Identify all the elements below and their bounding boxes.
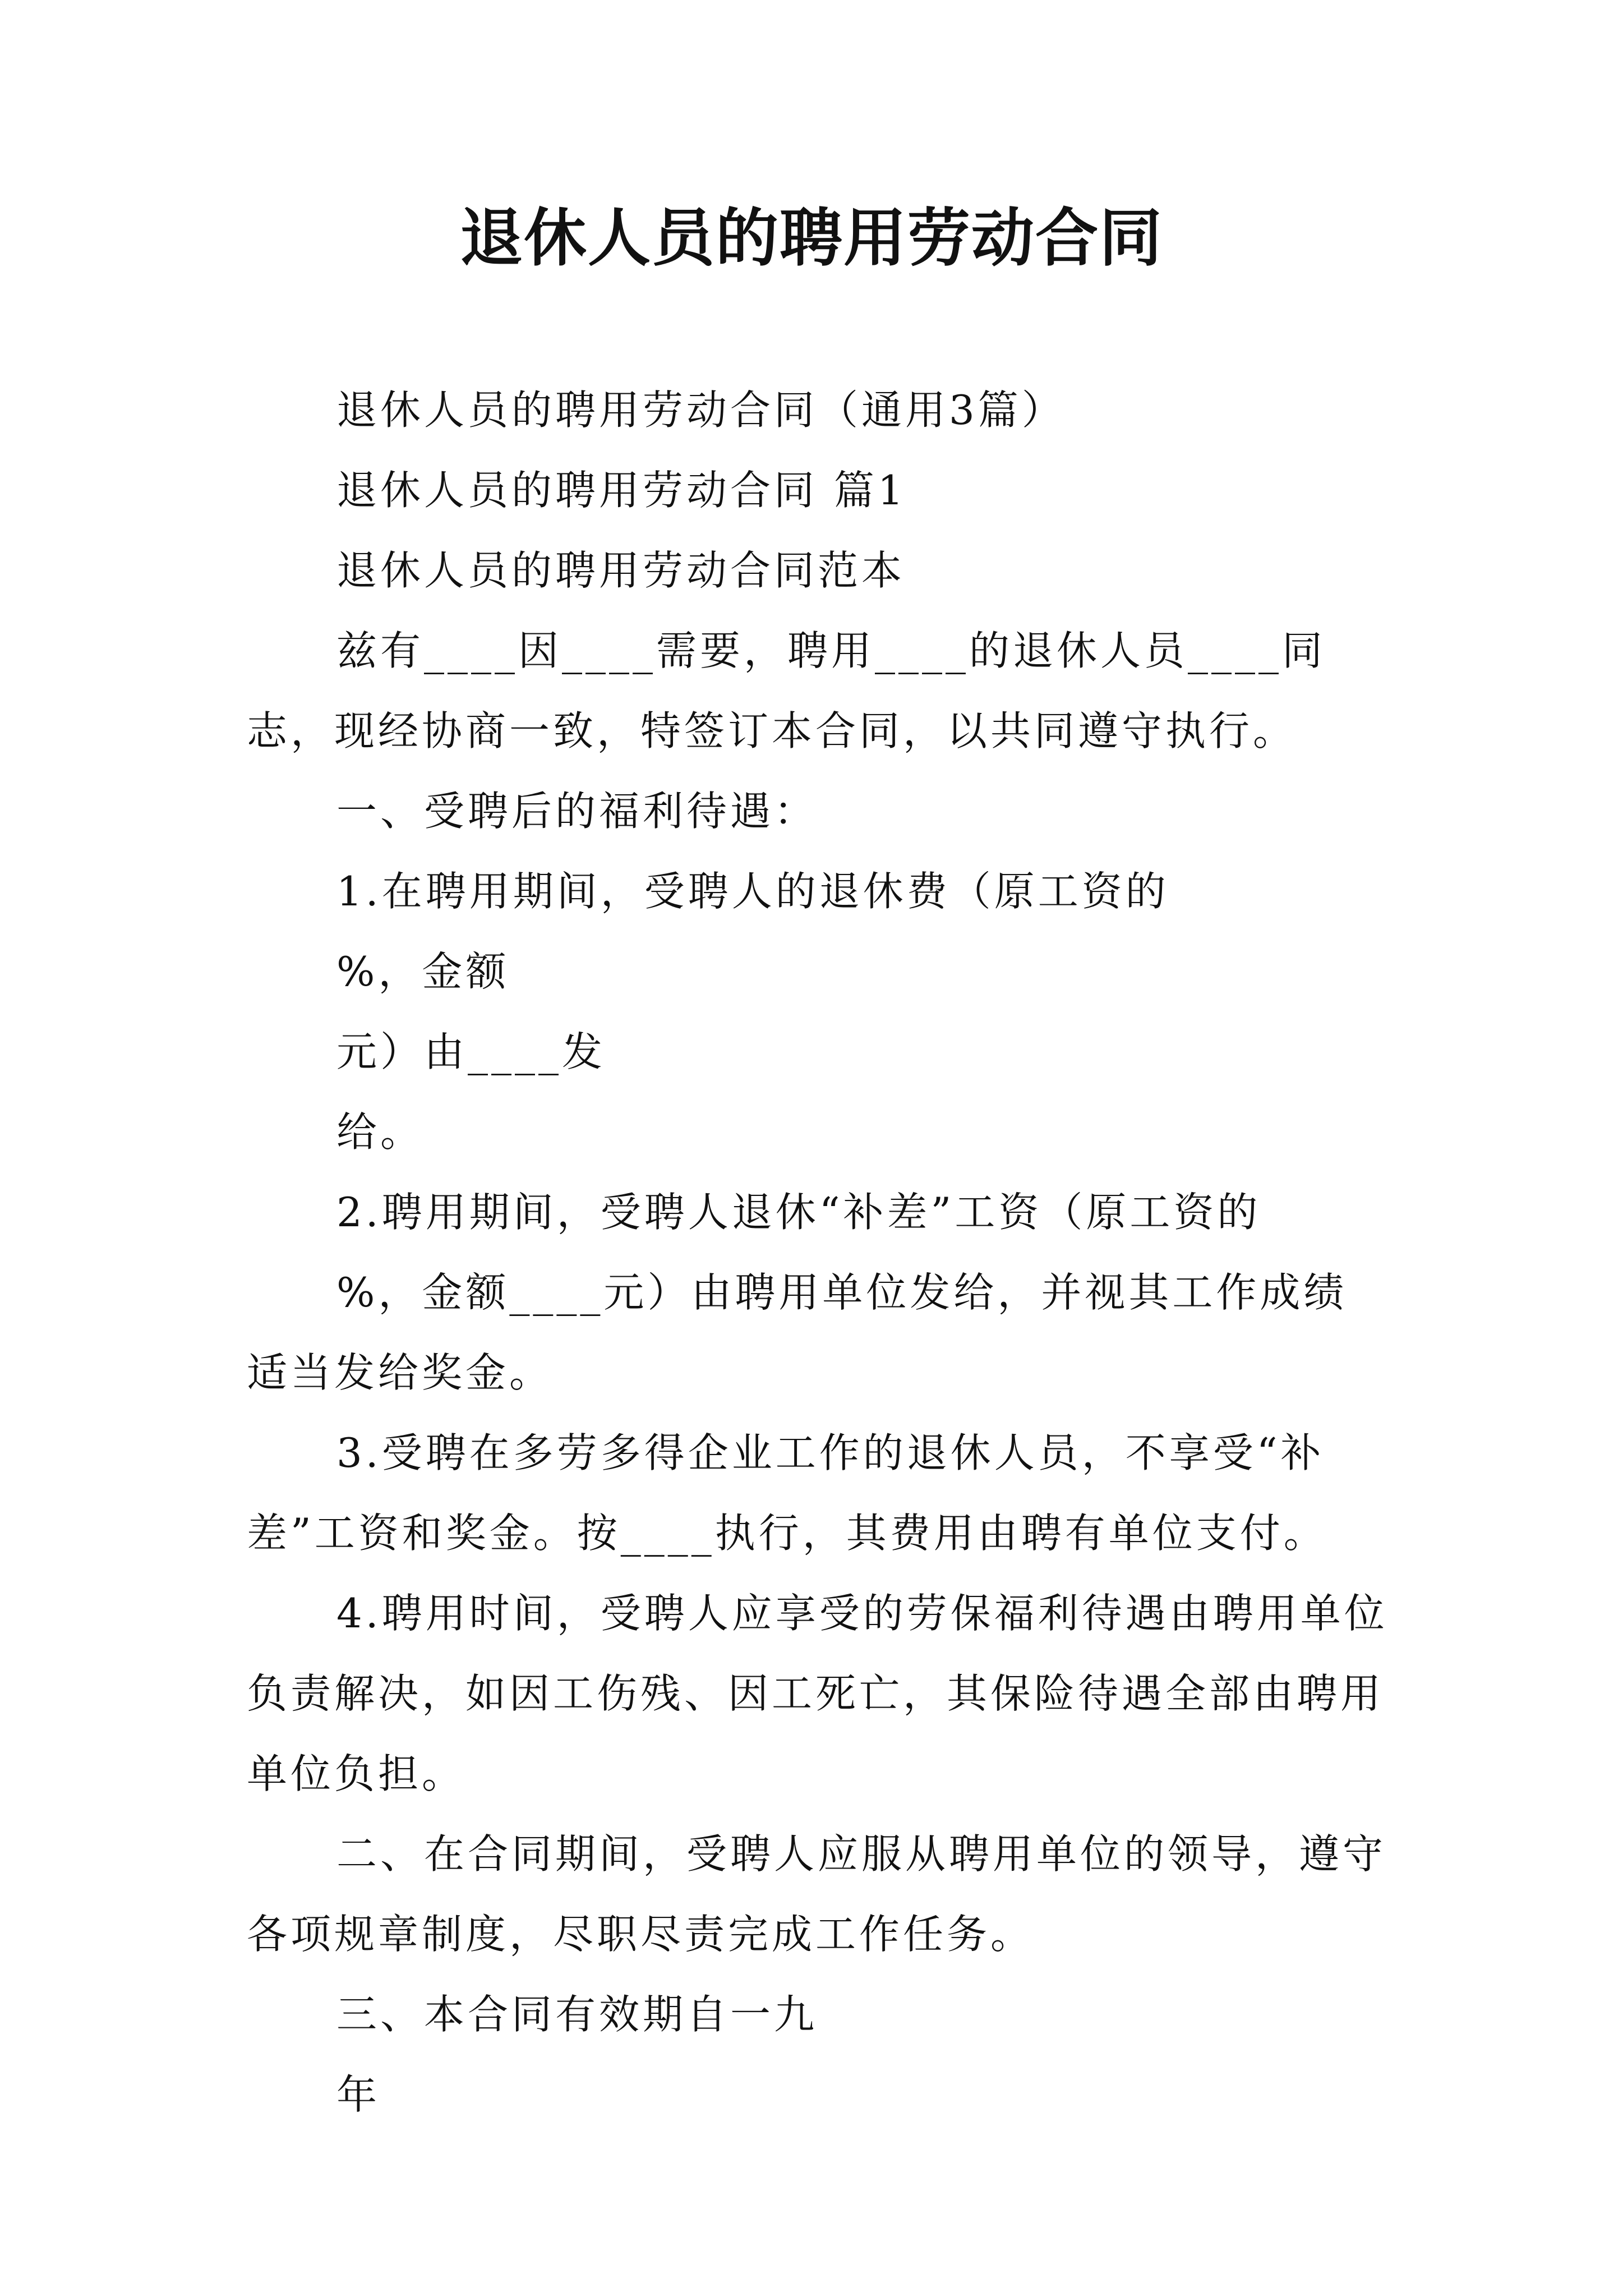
paragraph-clause-2: 2.聘用期间，受聘人退休“补差”工资（原工资的 xyxy=(336,1189,1261,1236)
document-title: 退休人员的聘用劳动合同 xyxy=(460,201,1163,275)
paragraph-clause-4: 4.聘用时间，受聘人应享受的劳保福利待遇由聘用单位负责解决，如因工伤残、因工死亡，其保险待遇全部由聘用单位负担。 xyxy=(247,1590,1388,1797)
paragraph-template-heading: 退休人员的聘用劳动合同范本 xyxy=(336,547,906,594)
paragraph-part-heading: 退休人员的聘用劳动合同 篇1 xyxy=(336,467,907,514)
paragraph-clause-3: 3.受聘在多劳多得企业工作的退休人员，不享受“补差”工资和奖金。按____执行，其费用由聘有单位支付。 xyxy=(247,1429,1327,1557)
paragraph-section-2: 二、在合同期间，受聘人应服从聘用单位的领导，遵守各项规章制度，尽职尽责完成工作任务。 xyxy=(247,1830,1387,1958)
document-body xyxy=(247,370,1391,2135)
paragraph-clause-1-amount: %，金额 xyxy=(336,948,510,995)
paragraph-clause-2-amount: %，金额____元）由聘用单位发给，并视其工作成绩适当发给奖金。 xyxy=(247,1269,1348,1396)
paragraph-intro: 兹有____因____需要，聘用____的退休人员____同志，现经协商一致，特签订本合同，以共同遵守执行。 xyxy=(247,627,1326,754)
paragraph-year: 年 xyxy=(336,2071,381,2118)
paragraph-clause-1-end: 给。 xyxy=(336,1108,425,1156)
paragraph-subtitle: 退休人员的聘用劳动合同（通用3篇） xyxy=(336,386,1066,434)
paragraph-section-1-heading: 一、受聘后的福利待遇： xyxy=(336,788,818,835)
paragraph-clause-1-payer: 元）由____发 xyxy=(336,1028,606,1075)
paragraph-section-3: 三、本合同有效期自一九 xyxy=(336,1991,818,2038)
paragraph-clause-1: 1.在聘用期间，受聘人的退休费（原工资的 xyxy=(336,868,1169,915)
